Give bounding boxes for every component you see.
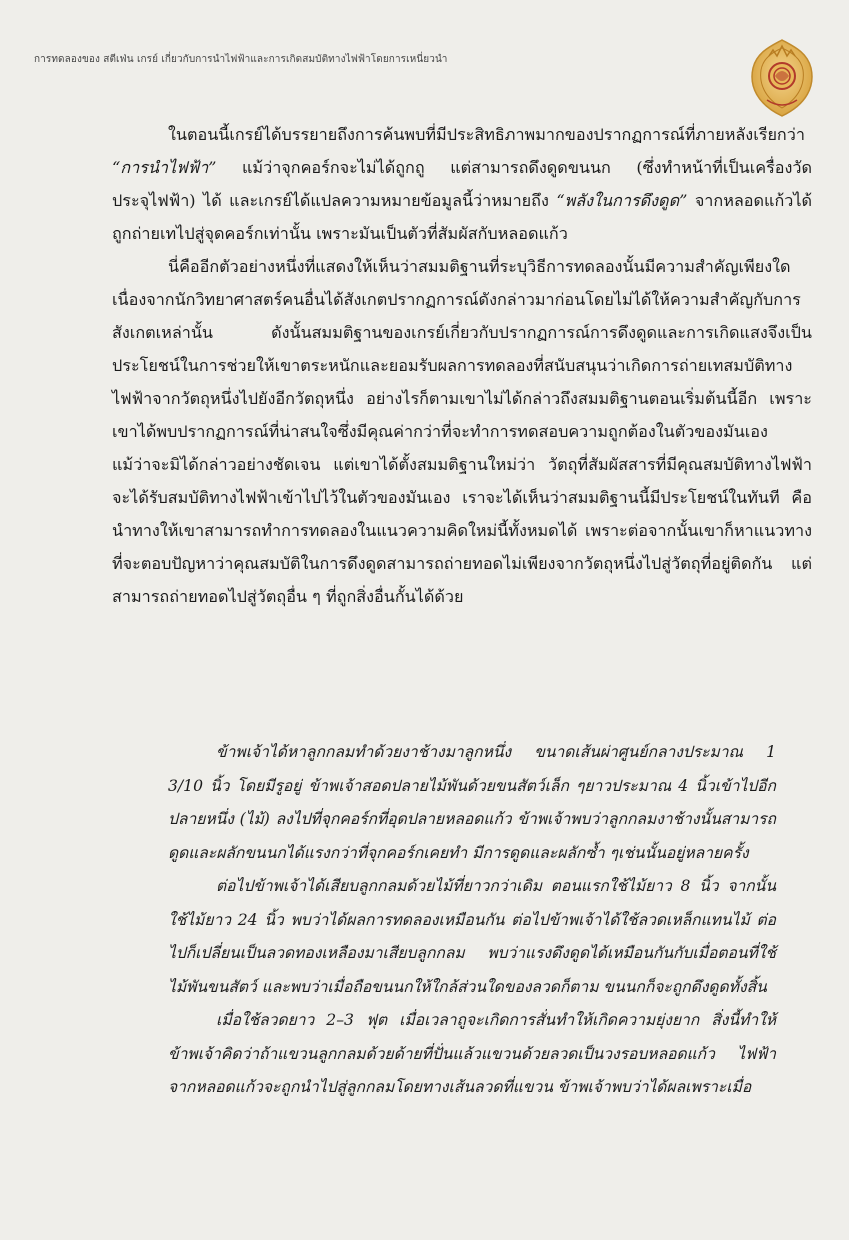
quote-paragraph-1-text-a: ข้าพเจ้าได้หาลูกกลมทำด้วยงาช้างมาลูกหนึ่ง ขนาดเส้นผ่าศูนย์กลางประมาณ bbox=[216, 743, 767, 761]
quote-paragraph-2: ต่อไปข้าพเจ้าได้เสียบลูกกลมด้วยไม้ที่ยาวกว่าเดิม ตอนแรกใช้ไม้ยาว 8 นิ้ว จากนั้นใช้ไม้ยาว 24 นิ้ว พบว่าได้ผลการทดลองเหมือนกัน ต่อไปข้าพเจ้าได้ใช้ลวดเหล็กแทนไม้ ต่อไปก็เปลี่ยนเป็นลวดทองเหลืองมาเสียบลูกกลม พบว่าแรงดึงดูดได้เหมือนกันกับเมื่อตอนที่ใช้ไม้พันขนสัตว์ และพบว่าเมื่อถือขนนกให้ใกล้ส่วนใดของลวดก็ตาม ขนนกก็จะถูกดึงดูดทั้งสิ้น bbox=[168, 877, 776, 996]
quote-paragraph-3: เมื่อใช้ลวดยาว 2–3 ฟุต เมื่อเวลาถูจะเกิดการสั่นทำให้เกิดความยุ่งยาก สิ่งนี้ทำให้ข้าพเจ้าคิดว่าถ้าแขวนลูกกลมด้วยด้ายที่ปั่นแล้วแขวนด้วยลวดเป็นวงรอบหลอดแก้ว ไฟฟ้าจากหลอดแก้วจะถูกนำไปสู่ลูกกลมโดยทางเส้นลวดที่แขวน ข้าพเจ้าพบว่าได้ผลเพราะเมื่อ bbox=[168, 1011, 776, 1096]
quote-paragraph-1 bbox=[168, 736, 776, 870]
paragraph-1-text-c: จากหลอดแก้วได้ถูกถ่ายเทไปสู่จุดคอร์กเท่านั้น เพราะมันเป็นตัวที่สัมผัสกับหลอดแก้ว bbox=[112, 191, 812, 243]
running-header: การทดลองของ สตีเฟ่น เกรย์ เกี่ยวกับการนำไฟฟ้าและการเกิดสมบัติทางไฟฟ้าโดยการเหนี่ยวนำ bbox=[34, 54, 448, 65]
diameter-fraction: 1 3/10 bbox=[168, 743, 776, 795]
paragraph-1-text-b: แม้ว่าจุกคอร์กจะไม่ได้ถูกถู แต่สามารถดึงดูดขนนก (ซึ่งทำหน้าที่เป็นเครื่องวัดประจุไฟฟ้า) ได้ และเกรย์ได้แปลความหมายข้อมูลนี้ว่าหมายถึง bbox=[112, 158, 812, 210]
quoted-passage bbox=[168, 736, 776, 1105]
main-body-text bbox=[112, 118, 812, 613]
paragraph-2: นี่คืออีกตัวอย่างหนึ่งที่แสดงให้เห็นว่าสมมติฐานที่ระบุวิธีการทดลองนั้นมีความสำคัญเพียงใด เนื่องจากนักวิทยาศาสตร์คนอื่นได้สังเกตปรากฏการณ์ดังกล่าวมาก่อนโดยไม่ได้ให้ความสำคัญกับการสังเกตเหล่านั้น ดังนั้นสมมติฐานของเกรย์เกี่ยวกับปรากฏการณ์การดึงดูดและการเกิดแสงจึงเป็นประโยชน์ในการช่วยให้เขาตระหนักและยอมรับผลการทดลองที่สนับสนุนว่าเกิดการถ่ายเทสมบัติทางไฟฟ้าจากวัตถุหนึ่งไปยังอีกวัตถุหนึ่ง อย่างไรก็ตามเขาไม่ได้กล่าวถึงสมมติฐานตอนเริ่มต้นนี้อีก เพราะเขาได้พบปรากฏการณ์ที่น่าสนใจซึ่งมีคุณค่ากว่าที่จะทำการทดสอบความถูกต้องในตัวของมันเอง แม้ว่าจะมิได้กล่าวอย่างชัดเจน แต่เขาได้ตั้งสมมติฐานใหม่ว่า วัตถุที่สัมผัสสารที่มีคุณสมบัติทางไฟฟ้าจะได้รับสมบัติทางไฟฟ้าเข้าไปไว้ในตัวของมันเอง เราจะได้เห็นว่าสมมติฐานนี้มีประโยชน์ในทันที คือนำทางให้เขาสามารถทำการทดลองในแนวความคิดใหม่นี้ทั้งหมดได้ เพราะต่อจากนั้นเขาก็หาแนวทางที่จะตอบปัญหาว่าคุณสมบัติในการดึงดูดสามารถถ่ายทอดไม่เพียงจากวัตถุหนึ่งไปสู่วัตถุที่อยู่ติดกัน แต่สามารถถ่ายทอดไปสู่วัตถุอื่น ๆ ที่ถูกสิ่งอื่นกั้นได้ด้วย bbox=[112, 257, 812, 606]
quote-paragraph-1-text-b: นิ้ว โดยมีรูอยู่ ข้าพเจ้าสอดปลายไม้พันด้วยขนสัตว์เล็ก ๆยาวประมาณ 4 นิ้วเข้าไปอีกปลายหนึ่ง (ไม้) ลงไปที่จุกคอร์กที่อุดปลายหลอดแก้ว ข้าพเจ้าพบว่าลูกกลมงาช้างนั้นสามารถดูดและผลักขนนกได้แรงกว่าที่จุกคอร์กเคยทำ มีการดูดและผลักซ้ำ ๆเช่นนั้นอยู่หลายครั้ง bbox=[168, 776, 776, 862]
paragraph-1 bbox=[112, 118, 812, 250]
institution-emblem-icon bbox=[749, 38, 815, 118]
paragraph-1-text-a: ในตอนนี้เกรย์ได้บรรยายถึงการค้นพบที่มีประสิทธิภาพมากของปรากฏการณ์ที่ภายหลังเรียกว่า bbox=[168, 125, 805, 144]
term-electrical-conduction: “การนำไฟฟ้า” bbox=[112, 158, 217, 177]
term-attractive-power: “พลังในการดึงดูด” bbox=[556, 191, 688, 210]
